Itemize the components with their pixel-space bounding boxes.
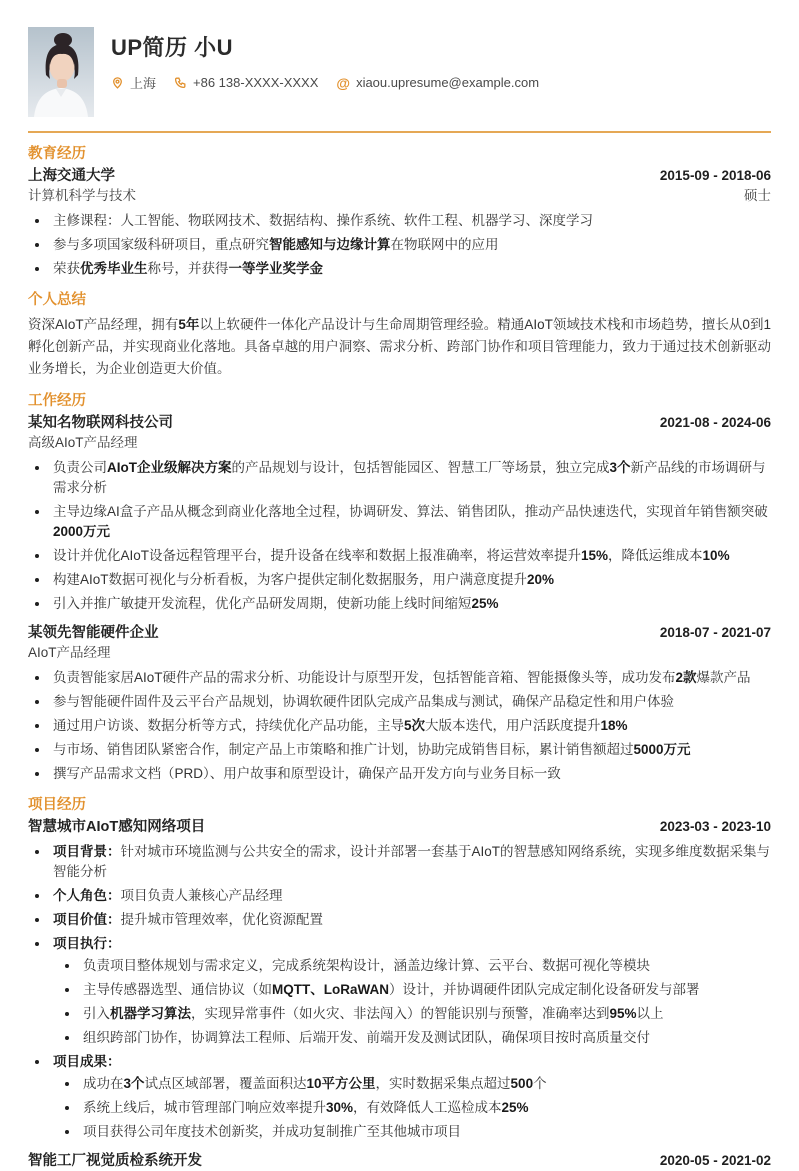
text-run: 通过用户访谈、数据分析等方式，持续优化产品功能，主导 (53, 718, 404, 733)
sub-bullet-item (58, 1028, 771, 1048)
bullet-item (28, 259, 771, 279)
emphasis-text: 500 (510, 1076, 534, 1091)
bullet-item (28, 910, 771, 930)
bullet-item (28, 692, 771, 712)
entry-name: 某领先智能硬件企业 (28, 625, 159, 641)
contact-email (336, 75, 539, 90)
entry-name: 上海交通大学 (28, 168, 115, 184)
entry (28, 623, 771, 784)
text-run: 负责智能家居AIoT硬件产品的需求分析、功能设计与原型开发，包括智能音箱、智能摄像头等，成功发布 (53, 670, 676, 685)
entry (28, 817, 771, 1142)
section-title: 工作经历 (28, 393, 86, 409)
entry-subtitle: AIoT产品经理 (28, 645, 111, 660)
contact-phone-text: +86 138-XXXX-XXXX (193, 75, 319, 90)
bullet-item (28, 886, 771, 906)
section-education (28, 144, 771, 279)
bullet-list (28, 842, 771, 1142)
entry-degree: 硕士 (744, 188, 771, 203)
entry (28, 166, 771, 279)
emphasis-text: 智能感知与边缘计算 (269, 237, 391, 252)
emphasis-text: 10% (702, 548, 730, 563)
bullet-item (28, 546, 771, 566)
entry-subtitle-row (28, 643, 771, 663)
bullet-item (28, 1052, 771, 1142)
entry-head (28, 1151, 771, 1171)
entry-name: 智能工厂视觉质检系统开发 (28, 1153, 202, 1169)
bullet-item (28, 764, 771, 784)
text-run: ，有效降低人工巡检成本 (353, 1100, 502, 1115)
entry-name: 某知名物联网科技公司 (28, 415, 173, 431)
emphasis-text: 一等学业奖学金 (228, 261, 323, 276)
entry-subtitle-row (28, 433, 771, 453)
section-title: 项目经历 (28, 797, 86, 813)
text-run: 与市场、销售团队紧密合作，制定产品上市策略和推广计划，协助完成销售目标，累计销售额超过 (53, 742, 634, 757)
emphasis-text: 95% (609, 1006, 637, 1021)
bullet-item (28, 668, 771, 688)
text-run: 设计并优化AIoT设备远程管理平台，提升设备在线率和数据上报准确率，将运营效率提升 (53, 548, 582, 563)
bullet-list (28, 211, 771, 279)
header-divider (28, 131, 771, 133)
text-run: 构建AIoT数据可视化与分析看板，为客户提供定制化数据服务，用户满意度提升 (53, 572, 528, 587)
text-run: 的产品规划与设计，包括智能园区、智慧工厂等场景，独立完成 (231, 460, 610, 475)
bullet-item (28, 502, 771, 542)
section-title: 教育经历 (28, 146, 86, 162)
header-info (111, 27, 539, 117)
emphasis-text: 机器学习算法 (110, 1006, 191, 1021)
entry-date: 2015-09 - 2018-06 (659, 168, 771, 183)
text-run: 成功在 (83, 1076, 124, 1091)
text-run: 个 (533, 1076, 547, 1091)
contact-email-text: xiaou.upresume@example.com (356, 75, 540, 90)
text-run: ，降低运维成本 (608, 548, 703, 563)
emphasis-text: 10平方公里 (306, 1076, 376, 1091)
entry-head (28, 166, 771, 186)
sub-bullet-item (58, 1074, 771, 1094)
text-run: 系统上线后，城市管理部门响应效率提升 (83, 1100, 326, 1115)
bullet-item (28, 842, 771, 882)
text-run: 以上软硬件一体化产品设计与生命周期管理经验。精通AIoT领域技术栈和市场趋势，擅长从0到1孵化创新产品，并实现商业化落地。具备卓越的用户洞察、需求分析、跨部门协作和项目管理能力，致力于通过技术创新驱动业务增长，为企业创造更大价值。 (28, 317, 771, 376)
entry-date: 2020-05 - 2021-02 (659, 1153, 771, 1168)
emphasis-text: 25% (471, 596, 499, 611)
emphasis-text: 3个 (123, 1076, 145, 1091)
entry-subtitle-row (28, 186, 771, 206)
entry-date: 2021-08 - 2024-06 (659, 415, 771, 430)
sub-bullet-item (58, 1098, 771, 1118)
entry (28, 413, 771, 614)
emphasis-text: 2000万元 (53, 524, 111, 539)
entry-subtitle: 计算机科学与技术 (28, 188, 136, 203)
sub-bullet-item (58, 1122, 771, 1142)
contact-location (111, 73, 156, 92)
text-run: 主导边缘AI盒子产品从概念到商业化落地全过程，协调研发、算法、销售团队，推动产品快速迭代，实现首年销售额突破 (53, 504, 768, 519)
emphasis-text: 项目背景： (53, 844, 121, 859)
text-run: 项目负责人兼核心产品经理 (120, 888, 283, 903)
sub-bullet-list (58, 956, 771, 1048)
text-run: 项目获得公司年度技术创新奖，并成功复制推广至其他城市项目 (83, 1124, 461, 1139)
text-run: 大版本迭代，用户活跃度提升 (425, 718, 601, 733)
text-run: 提升城市管理效率，优化资源配置 (120, 912, 323, 927)
bullet-item (28, 458, 771, 498)
resume-header (28, 27, 771, 117)
contact-phone (174, 75, 318, 90)
sub-bullet-item (58, 956, 771, 976)
emphasis-text: 优秀毕业生 (80, 261, 148, 276)
section-title: 个人总结 (28, 292, 86, 308)
section-projects (28, 795, 771, 1171)
sections (28, 144, 771, 1171)
text-run: 以上 (636, 1006, 664, 1021)
text-run: 引入 (83, 1006, 110, 1021)
section-work (28, 391, 771, 784)
portrait-illustration (28, 27, 94, 117)
text-run: ，实现异常事件（如火灾、非法闯入）的智能识别与预警，准确率达到 (191, 1006, 610, 1021)
contact-location-text: 上海 (130, 76, 157, 91)
emphasis-text: 5次 (404, 718, 426, 733)
emphasis-text: 项目价值： (53, 912, 121, 927)
entry-head (28, 623, 771, 643)
text-run: 参与智能硬件固件及云平台产品规划，协调软硬件团队完成产品集成与测试，确保产品稳定性和用户体验 (53, 694, 674, 709)
text-run: 撰写产品需求文档（PRD）、用户故事和原型设计，确保产品开发方向与业务目标一致 (53, 766, 561, 781)
text-run: 试点区域部署，覆盖面积达 (144, 1076, 307, 1091)
emphasis-text: 2款 (675, 670, 697, 685)
emphasis-text: 15% (581, 548, 609, 563)
text-run: 主导传感器选型、通信协议（如 (83, 982, 272, 997)
section-summary (28, 290, 771, 380)
bullet-item (28, 594, 771, 614)
summary-paragraph (28, 314, 771, 380)
emphasis-text: MQTT、LoRaWAN (272, 982, 389, 997)
candidate-name: UP简历 小U (111, 35, 234, 60)
contact-row (111, 73, 539, 92)
entry-date: 2023-03 - 2023-10 (659, 819, 771, 834)
text-run: 主修课程：人工智能、物联网技术、数据结构、操作系统、软件工程、机器学习、深度学习 (53, 213, 593, 228)
bullet-item (28, 740, 771, 760)
emphasis-text: 项目成果： (53, 1054, 121, 1069)
emphasis-text: AIoT企业级解决方案 (107, 460, 232, 475)
text-run: 爆款产品 (696, 670, 751, 685)
bullet-item (28, 934, 771, 1048)
sub-bullet-item (58, 980, 771, 1000)
text-run: 参与多项国家级科研项目，重点研究 (53, 237, 269, 252)
emphasis-text: 项目执行： (53, 936, 121, 951)
bullet-item (28, 716, 771, 736)
bullet-item (28, 570, 771, 590)
emphasis-text: 5000万元 (633, 742, 691, 757)
entry (28, 1151, 771, 1171)
text-run: 针对城市环境监测与公共安全的需求，设计并部署一套基于AIoT的智慧感知网络系统，实现多维度数据采集与智能分析 (53, 844, 771, 879)
sub-bullet-list (58, 1074, 771, 1142)
sub-bullet-item (58, 1004, 771, 1024)
at-sign-icon: @ (336, 74, 351, 91)
emphasis-text: 18% (600, 718, 628, 733)
text-run: ，实时数据采集点超过 (375, 1076, 511, 1091)
location-pin-icon (111, 76, 124, 90)
text-run: 负责项目整体规划与需求定义，完成系统架构设计，涵盖边缘计算、云平台、数据可视化等模块 (83, 958, 650, 973)
text-run: 新产品线的市场调研与需求分析 (53, 460, 766, 495)
bullet-list (28, 458, 771, 614)
emphasis-text: 5年 (178, 317, 200, 332)
profile-photo (28, 27, 94, 117)
entry-date: 2018-07 - 2021-07 (659, 625, 771, 640)
entry-head (28, 413, 771, 433)
bullet-list (28, 668, 771, 784)
entry-subtitle: 高级AIoT产品经理 (28, 435, 138, 450)
emphasis-text: 3个 (609, 460, 631, 475)
emphasis-text: 30% (326, 1100, 354, 1115)
text-run: 负责公司 (53, 460, 107, 475)
emphasis-text: 25% (501, 1100, 529, 1115)
text-run: ）设计，并协调硬件团队完成定制化设备研发与部署 (389, 982, 700, 997)
bullet-item (28, 235, 771, 255)
text-run: 荣获 (53, 261, 80, 276)
text-run: 资深AIoT产品经理，拥有 (28, 317, 179, 332)
phone-icon (174, 76, 187, 89)
text-run: 称号，并获得 (147, 261, 229, 276)
text-run: 引入并推广敏捷开发流程，优化产品研发周期，使新功能上线时间缩短 (53, 596, 472, 611)
entry-name: 智慧城市AIoT感知网络项目 (28, 819, 206, 835)
text-run: 组织跨部门协作，协调算法工程师、后端开发、前端开发及测试团队，确保项目按时高质量交付 (83, 1030, 650, 1045)
bullet-item (28, 211, 771, 231)
entry-head (28, 817, 771, 837)
emphasis-text: 20% (527, 572, 555, 587)
emphasis-text: 个人角色： (53, 888, 121, 903)
text-run: 在物联网中的应用 (390, 237, 499, 252)
